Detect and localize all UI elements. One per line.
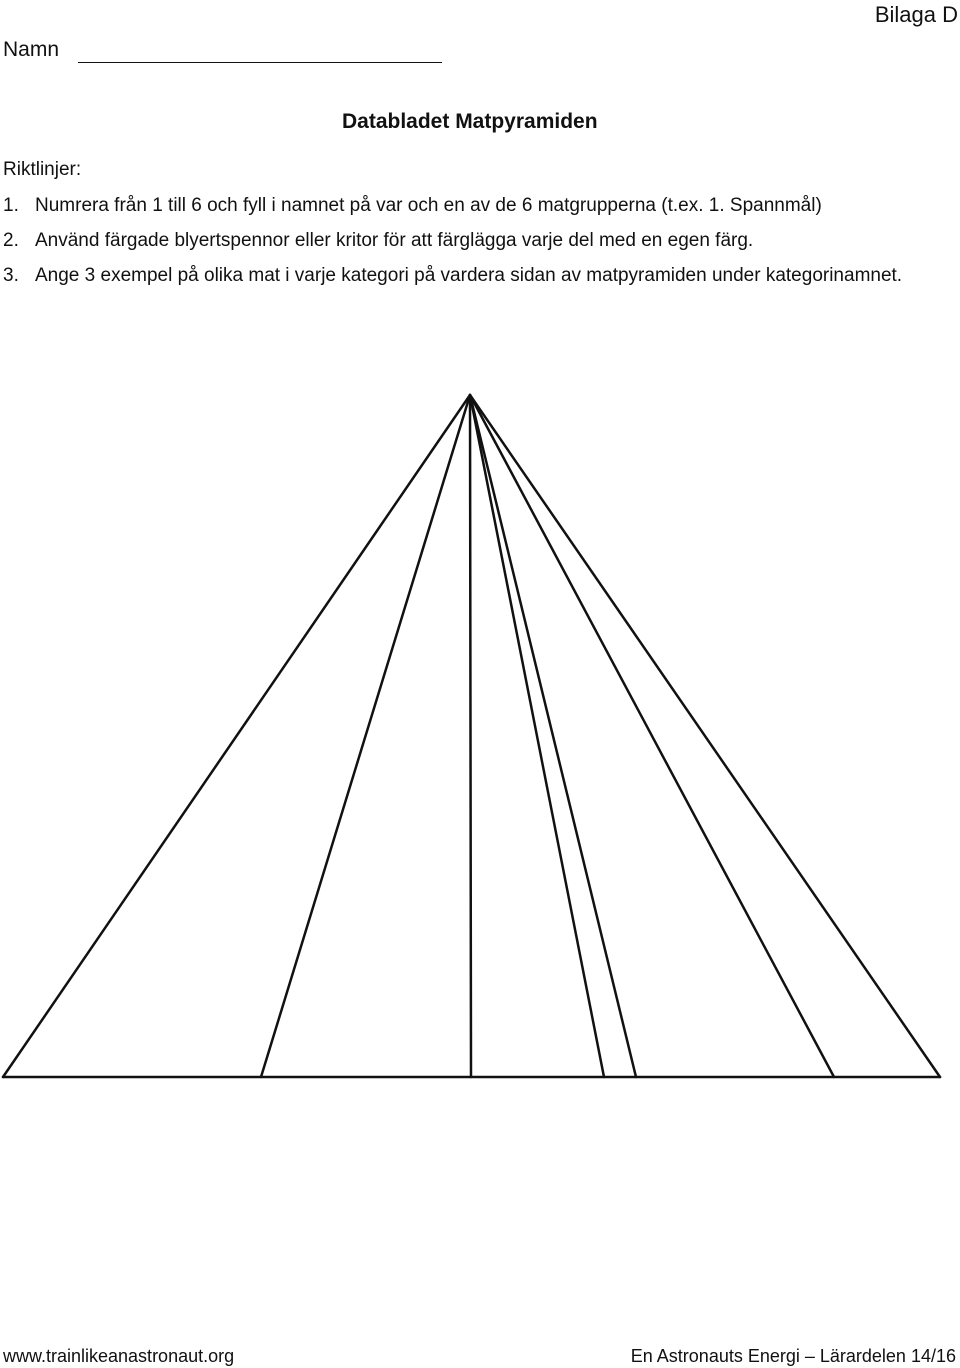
food-pyramid-diagram xyxy=(0,380,960,1090)
pyramid-left-edge xyxy=(3,395,470,1077)
footer-page-info: En Astronauts Energi – Lärardelen 14/16 xyxy=(630,1346,956,1366)
appendix-label: Bilaga D xyxy=(874,2,958,27)
guideline-number: 2. xyxy=(3,230,19,251)
guideline-text: Ange 3 exempel på olika mat i varje kategori på vardera sidan av matpyramiden under kategorinamnet. xyxy=(35,265,903,286)
page-title: Databladet Matpyramiden xyxy=(342,110,598,133)
pyramid-divider-1 xyxy=(261,395,470,1077)
guideline-number: 1. xyxy=(3,195,19,216)
pyramid-divider-2 xyxy=(470,395,471,1077)
name-label: Namn xyxy=(3,38,60,61)
pyramid-divider-5 xyxy=(470,395,834,1077)
guideline-text: Numrera från 1 till 6 och fyll i namnet på var och en av de 6 matgrupperna (t.ex. 1. Spannmål) xyxy=(35,195,822,216)
footer-website: www.trainlikeanastronaut.org xyxy=(3,1346,235,1366)
guideline-item xyxy=(3,230,943,252)
name-write-line xyxy=(78,62,442,63)
guideline-item xyxy=(3,195,943,217)
guideline-item xyxy=(3,265,943,287)
guideline-number: 3. xyxy=(3,265,19,286)
pyramid-right-edge xyxy=(470,395,940,1077)
guideline-text: Använd färgade blyertspennor eller kritor för att färglägga varje del med en egen färg. xyxy=(35,230,754,251)
pyramid-divider-4 xyxy=(470,395,636,1077)
guidelines-heading: Riktlinjer: xyxy=(3,159,82,180)
pyramid-divider-3 xyxy=(470,395,604,1077)
